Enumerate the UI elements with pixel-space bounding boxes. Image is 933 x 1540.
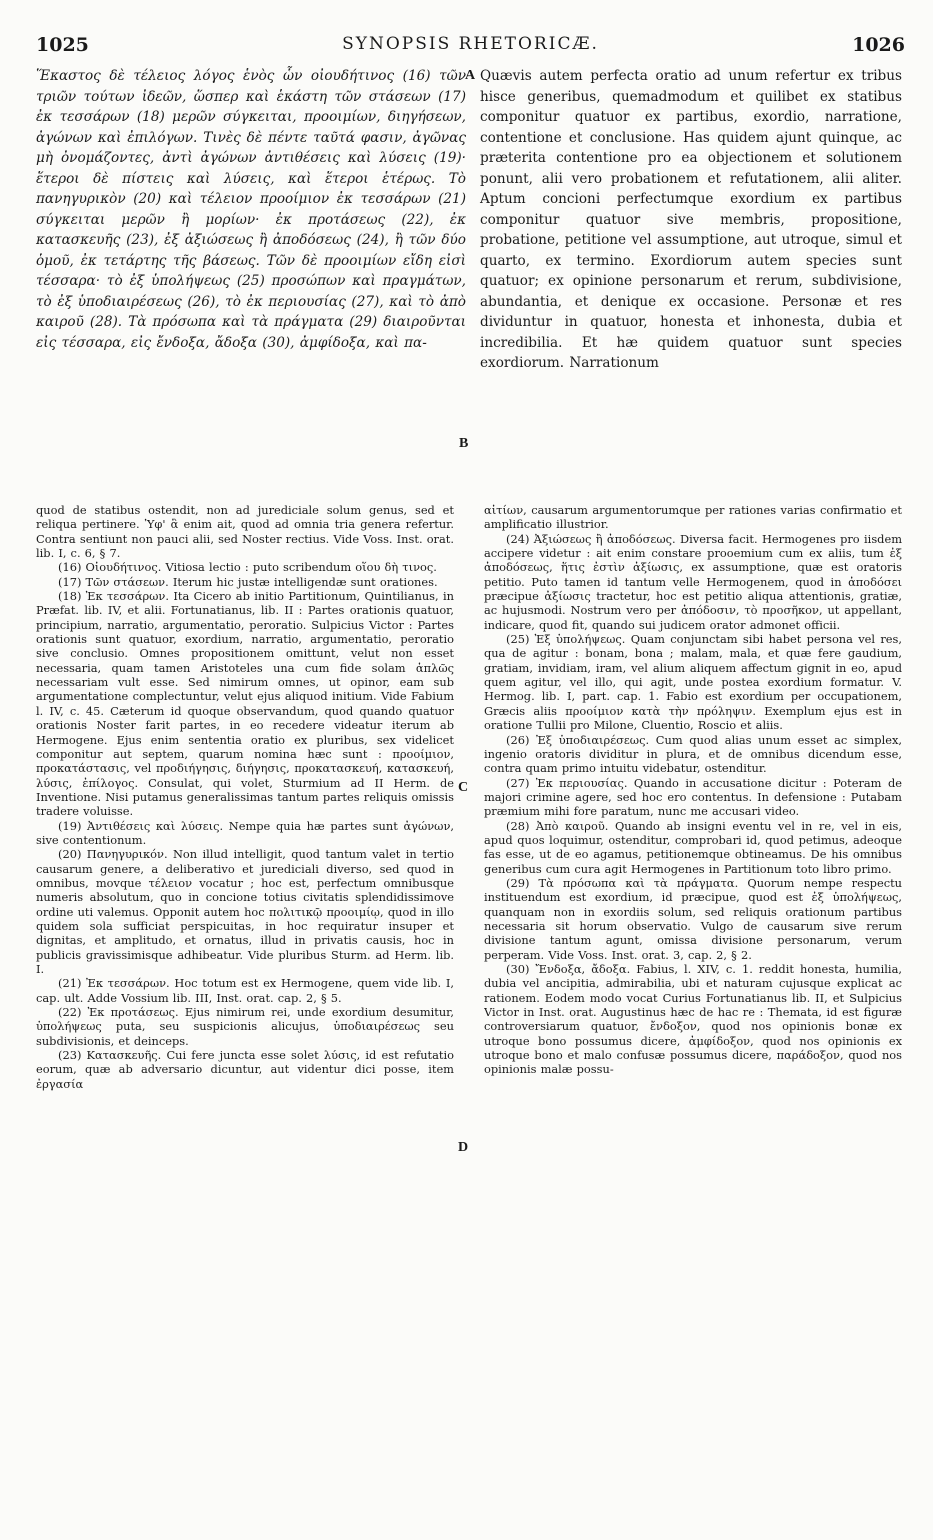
running-title: SYNOPSIS RHETORICÆ. <box>342 34 599 54</box>
notes-column-right <box>484 503 902 1530</box>
note-item: (23) Κατασκευῆς. Cui fere juncta esse solet λύσις, id est refutatio eorum, quæ ab adversario dicuntur, aut videntur dici posse, item ἐργασία <box>36 1048 454 1091</box>
page-number-left: 1025 <box>36 34 89 56</box>
page-header <box>36 34 905 62</box>
margin-marker-d: D <box>458 1140 469 1155</box>
greek-paragraph: Ἕκαστος δὲ τέλειος λόγος ἑνὸς ὧν οἰουδήτινος (16) τῶν τριῶν τούτων ἰδεῶν, ὥσπερ καὶ ἑκάστη τῶν στάσεων (17) ἐκ τεσσάρων (18) μερῶν σύγκειται, προοιμίων, διηγήσεων, ἀγώνων καὶ ἐπιλόγων. Τινὲς δὲ πέντε ταῦτά φασιν, ἀγῶνας μὴ ὀνομάζοντες, ἀντὶ ἀγώνων ἀντιθέσεις καὶ λύσεις (19)· ἕτεροι δὲ πίστεις καὶ λύσεις, καὶ ἕτεροι ἑτέρως. Τὸ πανηγυρικὸν (20) καὶ τέλειον προοίμιον ἐκ τεσσάρων (21) σύγκειται μερῶν ἢ μορίων· ἐκ προτάσεως (22), ἐκ κατασκευῆς (23), ἐξ ἀξιώσεως ἢ ἀποδόσεως (24), ἢ τῶν δύο ὁμοῦ, ἐκ τετάρτης τῆς βάσεως. Τῶν δὲ προοιμίων εἴδη εἰσὶ τέσσαρα· τὸ ἐξ ὑπολήψεως (25) προσώπων καὶ πραγμάτων, τὸ ἐξ ὑποδιαιρέσεως (26), τὸ ἐκ περιουσίας (27), καὶ τὸ ἀπὸ καιροῦ (28). Τὰ πρόσωπα καὶ τὰ πράγματα (29) διαιροῦνται εἰς τέσσαρα, εἰς ἔνδοξα, ἄδοξα (30), ἀμφίδοξα, καὶ πα- <box>36 68 466 351</box>
margin-marker-b: B <box>459 436 469 451</box>
page-number-right: 1026 <box>852 34 905 56</box>
note-item: (30) Ἔνδοξα, ἄδοξα. Fabius, l. XIV, c. 1. reddit honesta, humilia, dubia vel ancipitia, admirabilia, ubi et naturam cujusque explicat ac rationem. Eodem modo vocat Curius Fortunatianus lib. II, et Sulpicius Victor in Inst. orat. Augustinus hæc de hac re : Themata, id est figuræ controversiarum quatuor, ἔνδοξον, quod nos opinionis bonæ ex utroque bono possumus dicere, ἀμφίδοξον, quod nos opinionis ex utroque bono et malo confusæ possumus dicere, παράδοξον, quod nos opinionis malæ possu- <box>484 962 902 1077</box>
note-item: (24) Ἀξιώσεως ἢ ἀποδόσεως. Diversa facit. Hermogenes pro iisdem accipere videtur : ait enim constare prooemium cum ex aliis, tum ἐξ ἀποδόσεως, ἥτις ἐστὶν ἀξίωσις, ex assumptione, quæ est oratoris petitio. Puto tamen id tantum velle Hermogenem, quod in ἀποδόσει præcipue ἀξίωσις tractetur, hoc est petitio aliqua attentionis, gratiæ, ac hujusmodi. Nostrum vero per ἀπόδοσιν, τὸ προσῆκον, ut appellant, indicare, quod fit, quando sui judicem orator admonet officii. <box>484 531 902 632</box>
note-item: (19) Ἀντιθέσεις καὶ λύσεις. Nempe quia hæ partes sunt ἀγώνων, sive contentionum. <box>36 818 454 847</box>
greek-main-column <box>36 66 469 466</box>
note-item: (29) Τὰ πρόσωπα καὶ τὰ πράγματα. Quorum nempe respectu instituendum est exordium, id præcipue, quod est ἐξ ὑπολήψεως, quanquam non in exordiis solum, sed reliquis orationum partibus necessaria sit horum observatio. Vulgo de causarum sive rerum divisione tantum agunt, omissa divisione personarum, verum perperam. Vide Voss. Inst. orat. 3, cap. 2, § 2. <box>484 875 902 962</box>
margin-marker-a: A <box>465 68 476 83</box>
note-item: (25) Ἐξ ὑπολήψεως. Quam conjunctam sibi habet persona vel res, qua de agitur : bonam, bona ; malam, mala, et quæ fere gaudium, gratiam, invidiam, iram, vel alium aliquem affectum gignit in eo, apud quem agitur, vel illo, qui agit, unde postea exordium formatur. V. Hermog. lib. I, part. cap. 1. Fabio est exordium per occupationem, Græcis aliis προοίμιον κατὰ τὴν πρόληψιν. Exemplum ejus est in oratione Tullii pro Milone, Cluentio, Roscio et aliis. <box>484 632 902 733</box>
notes-column-left <box>36 503 454 1530</box>
note-item: (27) Ἐκ περιουσίας. Quando in accusatione dicitur : Poteram de majori crimine agere, sed hoc ero contentus. In defensione : Putabam præmium mihi fore paratum, nunc me accusari video. <box>484 775 902 819</box>
note-item: (18) Ἐκ τεσσάρων. Ita Cicero ab initio Partitionum, Quintilianus, in Præfat. lib. IV, et alii. Fortunatianus, lib. II : Partes orationis quatuor, principium, narratio, argumentatio, peroratio. Sulpicius Victor : Partes orationis sunt quatuor, exordium, narratio, argumentatio, peroratio sive conclusio. Omnes propositionem omittunt, velut non esset necessaria, quam tamen Aristoteles una cum fide solam ἁπλῶς necessariam vult esse. Sed nimirum omnes, ut opinor, eam sub argumentatione complectuntur, velut ejus aliquod initium. Vide Fabium l. IV, c. 45. Cæterum id quoque observandum, quod quandо quatuor orationis Noster farit partes, in eo recedere videatur iterum ab Hermogene. Ejus enim sententia oratio ex pluribus, sex videlicet componitur aut septem, quarum nomina hæc sunt : προοίμιον, προκατάστασις, vel προδιήγησις, διήγησις, προκατασκευή, κατασκευή, λύσις, ἐπίλογος. Consulat, qui volet, Sturmium ad II Herm. de Inventione. Nisi putamus generalissimas tantum partes reliquis omissis tradere voluisse. <box>36 589 454 819</box>
note-item: (17) Τῶν στάσεων. Iterum hic justæ intelligendæ sunt orationes. <box>58 574 438 589</box>
latin-paragraph: Quævis autem perfecta oratio ad unum refertur ex tribus hisce generibus, quemadmodum et quilibet ex statibus componitur quatuor ex partibus, exordio, narratione, contentione et conclusione. Has quidem ajunt quinque, ac præterita contentione pro ea objectionem et solutionem ponunt, alii vero probationem et refutationem, alii aliter. Aptum concioni perfectumque exordium ex partibus componitur quatuor sive membris, propositione, probatione, petitione vel assumptione, aut utroque, simul et quarto, ex termino. Exordiorum autem species sunt quatuor; ex opinione personarum et rerum, subdivisione, abundantia, et denique ex occasione. Personæ et res dividuntur in quatuor, honesta et inhonesta, dubia et incredibilia. Et hæ quidem quatuor sunt species exordiorum. Narrationum <box>480 68 902 371</box>
margin-marker-c: C <box>458 780 469 795</box>
latin-main-column <box>480 66 902 466</box>
note-item: (22) Ἐκ προτάσεως. Ejus nimirum rei, unde exordium desumitur, ὑπολήψεως puta, seu suspicionis alicujus, ὑποδιαιρέσεως seu subdivisionis, et deinceps. <box>36 1005 454 1048</box>
note-item: (28) Ἀπὸ καιροῦ. Quando ab insigni eventu vel in re, vel in eis, apud quos loquimur, ostenditur, comprobari id, quod petimus, adeoque fas esse, ut de eo agamus, petitionemque obtineamus. De his omnibus generibus cum cura agit Hermogenes in Partitionum toto libro primo. <box>484 818 902 876</box>
note-item: (16) Οἰουδήτινος. Vitiosa lectio : puto scribendum οἵου δὴ τινος. <box>58 560 437 575</box>
note-item: (20) Πανηγυρικόν. Non illud intelligit, quod tantum valet in tertio causarum genere, a deliberativo et juredicialі diverso, sed quod in omnibus, movque τέλειον vocatur ; hoc est, perfectum omnibusque numeris absolutum, quo in concione totius civitatis splendidissimove ordine uti valemus. Opponit autem hoc πολιτικῷ προοιμίῳ, quod in illo quidem sola sufficiat perspicuitas, in hoc requiratur insuper et dignitas, et amplitudo, et ornatus, illud in privatis causis, hoc in publicis gravissimisque adhibeatur. Vide pluribus Sturm. ad Herm. lib. I. <box>36 847 454 976</box>
note-item: quod de statibus ostendit, non ad juredicialе solum genus, sed et reliqua pertinere. Ὑφ' ἃ enim ait, quod ad omnia tria genera refertur. Contra sentiunt non pauci alii, sed Noster rectius. Vide Voss. Inst. orat. lib. I, c. 6, § 7. <box>36 503 454 561</box>
note-item: αἰτίων, causarum argumentorumque per rationes varias confirmatio et amplificatio illustrior. <box>484 503 902 532</box>
note-item: (21) Ἐκ τεσσάρων. Hoc totum est ex Hermogene, quem vide lib. I, cap. ult. Adde Vossium lib. III, Inst. orat. cap. 2, § 5. <box>36 976 454 1005</box>
note-item: (26) Ἐξ ὑποδιαιρέσεως. Cum quod alias unum esset ac simplex, ingenio oratoris dividitur in plura, et de omnibus dicendum esse, contra quam primo intuitu videbatur, ostenditur. <box>484 732 902 776</box>
